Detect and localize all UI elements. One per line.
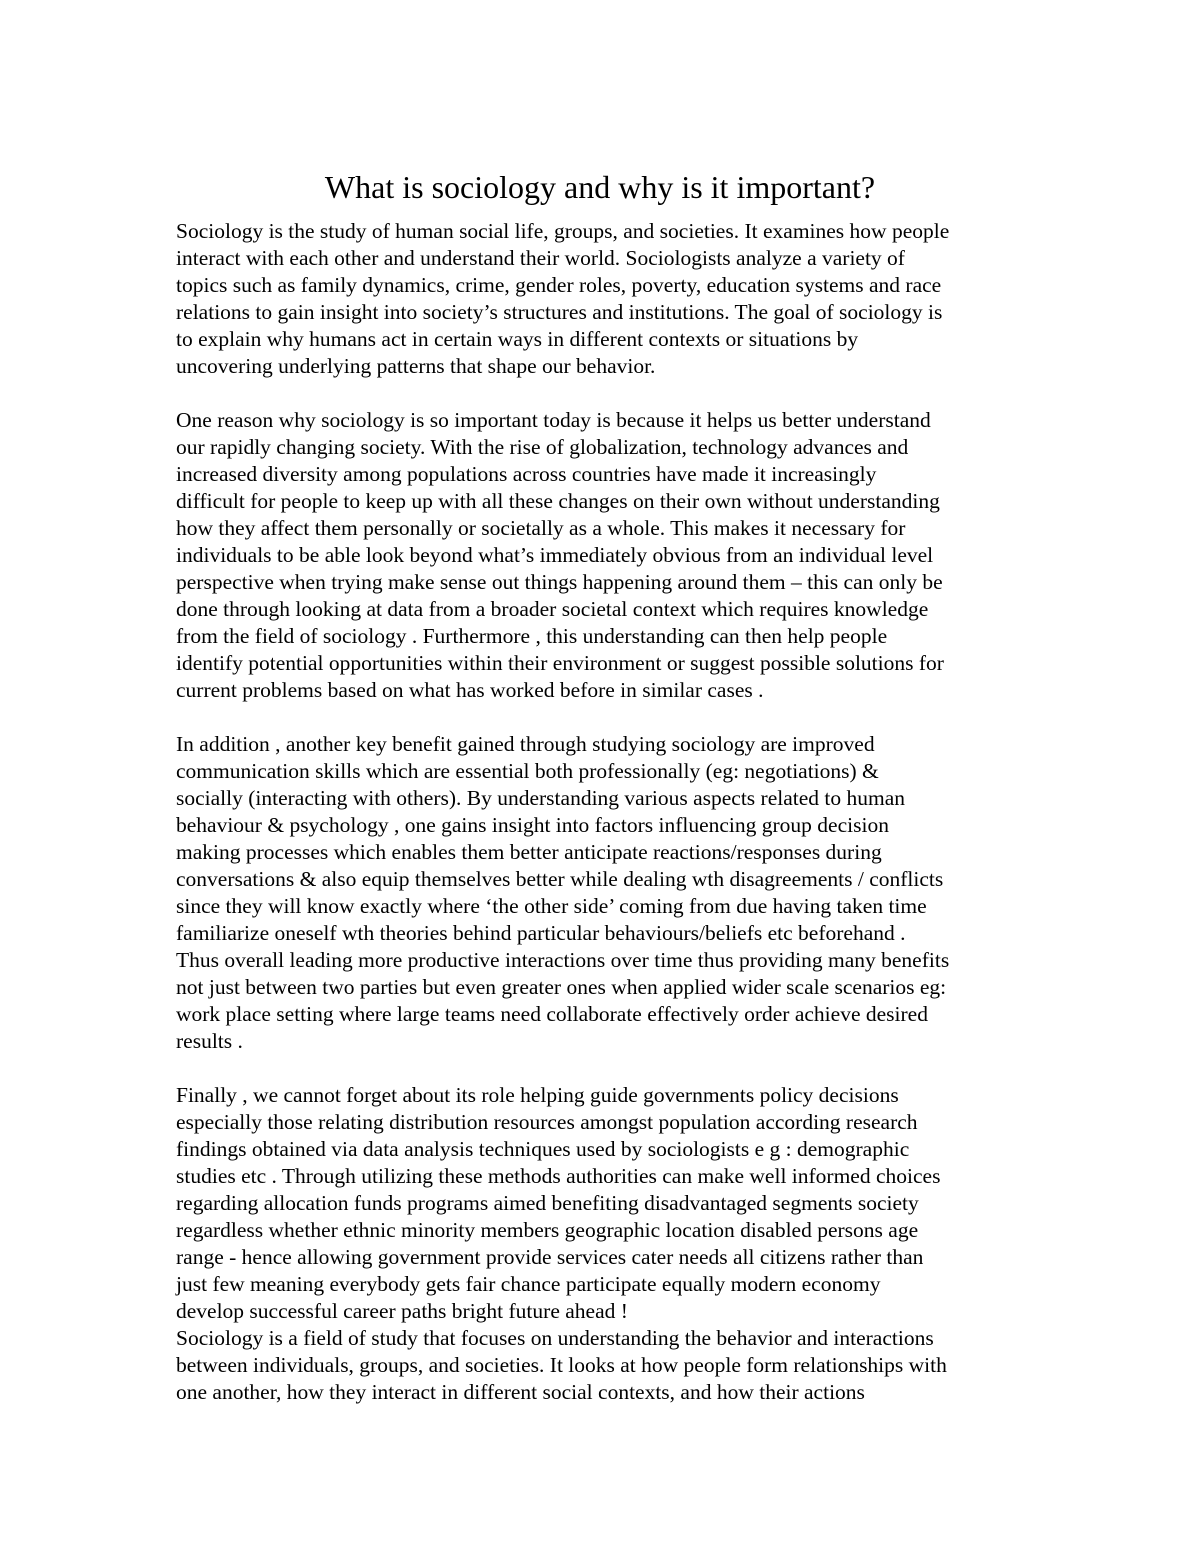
text-line: Finally , we cannot forget about its role helping guide governments policy decisions [176,1083,899,1107]
text-line: done through looking at data from a broader societal context which requires knowledge [176,597,929,621]
paragraph-4 [176,1082,1056,1325]
text-line: perspective when trying make sense out things happening around them – this can only be [176,570,943,594]
text-line: from the field of sociology . Furthermore , this understanding can then help people [176,624,888,648]
text-line: work place setting where large teams need collaborate effectively order achieve desired [176,1002,928,1026]
text-line: relations to gain insight into society’s structures and institutions. The goal of sociology is [176,300,943,324]
text-line: how they affect them personally or societally as a whole. This makes it necessary for [176,516,906,540]
text-line: Thus overall leading more productive interactions over time thus providing many benefits [176,948,950,972]
text-line: current problems based on what has worked before in similar cases . [176,678,764,702]
text-line: socially (interacting with others). By understanding various aspects related to human [176,786,906,810]
text-line: since they will know exactly where ‘the other side’ coming from due having taken time [176,894,927,918]
text-line: findings obtained via data analysis techniques used by sociologists e g : demographic [176,1137,910,1161]
text-line: interact with each other and understand their world. Sociologists analyze a variety of [176,246,905,270]
paragraph-1 [176,218,1056,380]
paragraph-2 [176,407,1056,704]
text-line: develop successful career paths bright future ahead ! [176,1299,628,1323]
text-line: regardless whether ethnic minority members geographic location disabled persons age [176,1218,919,1242]
text-line: increased diversity among populations across countries have made it increasingly [176,462,877,486]
text-line: making processes which enables them better anticipate reactions/responses during [176,840,882,864]
text-line: results . [176,1029,243,1053]
text-line: just few meaning everybody gets fair chance participate equally modern economy [176,1272,881,1296]
text-line: to explain why humans act in certain ways in different contexts or situations by [176,327,859,351]
paragraph-spacer [176,1055,1056,1082]
text-line: our rapidly changing society. With the rise of globalization, technology advances and [176,435,909,459]
text-line: difficult for people to keep up with all these changes on their own without understanding [176,489,940,513]
text-line: not just between two parties but even greater ones when applied wider scale scenarios eg: [176,975,947,999]
text-line: One reason why sociology is so important today is because it helps us better understand [176,408,931,432]
paragraph-spacer [176,704,1056,731]
text-line: one another, how they interact in different social contexts, and how their actions [176,1380,865,1404]
text-line: Sociology is a field of study that focuses on understanding the behavior and interactions [176,1326,934,1350]
text-line: especially those relating distribution resources amongst population according research [176,1110,918,1134]
paragraph-5 [176,1325,1056,1406]
text-line: topics such as family dynamics, crime, gender roles, poverty, education systems and race [176,273,942,297]
text-line: conversations & also equip themselves better while dealing wth disagreements / conflicts [176,867,944,891]
document-body [176,218,1056,1406]
text-line: between individuals, groups, and societies. It looks at how people form relationships with [176,1353,947,1377]
text-line: communication skills which are essential both professionally (eg: negotiations) & [176,759,879,783]
text-line: In addition , another key benefit gained through studying sociology are improved [176,732,875,756]
text-line: familiarize oneself wth theories behind particular behaviours/beliefs etc beforehand . [176,921,906,945]
text-line: uncovering underlying patterns that shape our behavior. [176,354,656,378]
text-line: studies etc . Through utilizing these methods authorities can make well informed choices [176,1164,941,1188]
text-line: identify potential opportunities within their environment or suggest possible solutions for [176,651,944,675]
text-line: individuals to be able look beyond what’s immediately obvious from an individual level [176,543,934,567]
paragraph-3 [176,731,1056,1055]
text-line: regarding allocation funds programs aimed benefiting disadvantaged segments society [176,1191,919,1215]
text-line: range - hence allowing government provide services cater needs all citizens rather than [176,1245,924,1269]
text-line: Sociology is the study of human social life, groups, and societies. It examines how people [176,219,950,243]
text-line: behaviour & psychology , one gains insight into factors influencing group decision [176,813,889,837]
paragraph-spacer [176,380,1056,407]
document-title: What is sociology and why is it important? [324,169,876,205]
